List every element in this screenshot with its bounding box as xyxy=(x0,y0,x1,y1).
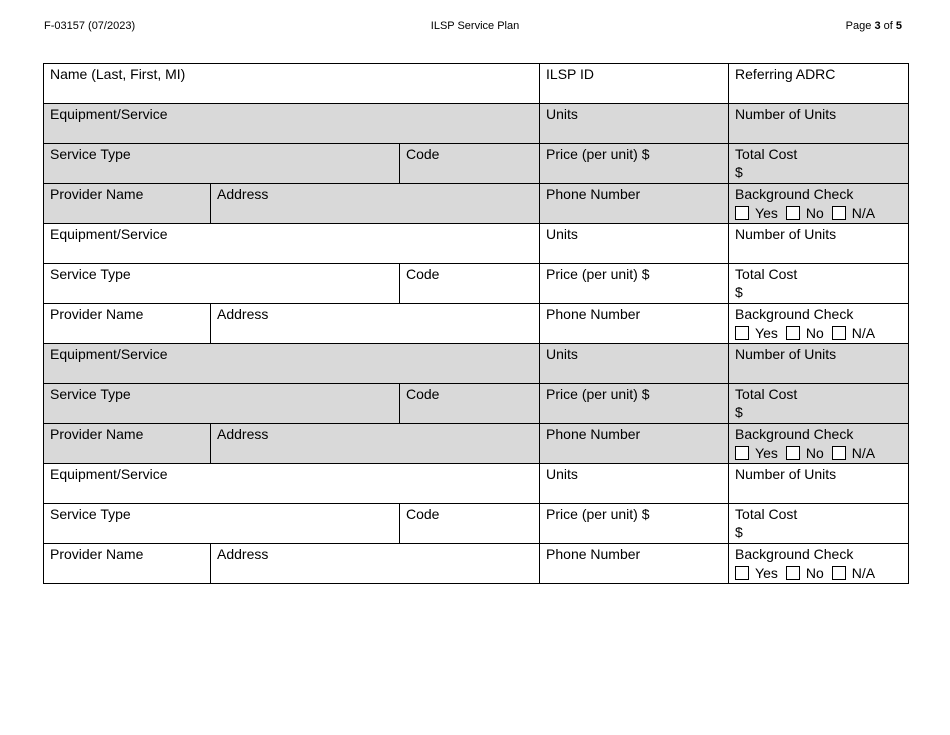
total-cost-label: Total Cost xyxy=(735,266,798,282)
total-cost-field[interactable] xyxy=(729,384,909,424)
service-type-row-1 xyxy=(44,144,909,184)
service-type-row-2 xyxy=(44,264,909,304)
units-label: Units xyxy=(546,226,578,242)
number-of-units-label: Number of Units xyxy=(735,466,837,482)
yes-checkbox[interactable] xyxy=(735,566,749,580)
price-per-unit-field[interactable] xyxy=(540,264,729,304)
number-of-units-field[interactable] xyxy=(729,344,909,384)
yes-label: Yes xyxy=(755,565,778,581)
na-checkbox[interactable] xyxy=(832,566,846,580)
background-check-yes xyxy=(735,204,778,222)
page-current: 3 xyxy=(874,20,881,32)
phone-number-field[interactable] xyxy=(540,424,729,464)
form-number: F-03157 (07/2023) xyxy=(44,20,136,32)
number-of-units-field[interactable] xyxy=(729,224,909,264)
phone-number-field[interactable] xyxy=(540,184,729,224)
service-type-field[interactable] xyxy=(44,264,400,304)
background-check-na xyxy=(832,324,875,342)
background-check-no xyxy=(786,204,824,222)
na-label: N/A xyxy=(851,445,876,461)
na-label: N/A xyxy=(851,205,876,221)
background-check-options xyxy=(735,204,903,222)
total-cost-dollar-sign: $ xyxy=(735,284,743,300)
equipment-row-2 xyxy=(44,224,909,264)
ilsp-id-label: ILSP ID xyxy=(546,66,595,82)
equipment-row-1 xyxy=(44,104,909,144)
background-check-no xyxy=(786,324,824,342)
code-label: Code xyxy=(406,506,440,522)
page-prefix: Page xyxy=(845,20,872,32)
provider-name-label: Provider Name xyxy=(50,426,144,442)
service-type-field[interactable] xyxy=(44,144,400,184)
equipment-service-field[interactable] xyxy=(44,224,540,264)
number-of-units-field[interactable] xyxy=(729,464,909,504)
na-checkbox[interactable] xyxy=(832,326,846,340)
no-label: No xyxy=(805,445,824,461)
no-label: No xyxy=(805,205,824,221)
provider-name-field[interactable] xyxy=(44,544,211,584)
address-label: Address xyxy=(217,426,269,442)
yes-checkbox[interactable] xyxy=(735,206,749,220)
units-field[interactable] xyxy=(540,224,729,264)
address-label: Address xyxy=(217,186,269,202)
service-type-label: Service Type xyxy=(50,506,131,522)
na-label: N/A xyxy=(851,325,876,341)
equipment-service-label: Equipment/Service xyxy=(50,346,168,362)
na-checkbox[interactable] xyxy=(832,206,846,220)
number-of-units-label: Number of Units xyxy=(735,226,837,242)
provider-name-field[interactable] xyxy=(44,424,211,464)
equipment-service-field[interactable] xyxy=(44,464,540,504)
number-of-units-label: Number of Units xyxy=(735,346,837,362)
equipment-service-field[interactable] xyxy=(44,104,540,144)
background-check-options xyxy=(735,324,903,342)
price-per-unit-label: Price (per unit) $ xyxy=(546,386,650,402)
address-label: Address xyxy=(217,306,269,322)
applicant-row xyxy=(44,64,909,104)
document-title: ILSP Service Plan xyxy=(430,20,520,32)
phone-number-field[interactable] xyxy=(540,544,729,584)
no-label: No xyxy=(805,325,824,341)
service-type-row-3 xyxy=(44,384,909,424)
background-check-no xyxy=(786,444,824,462)
price-per-unit-label: Price (per unit) $ xyxy=(546,266,650,282)
service-type-field[interactable] xyxy=(44,384,400,424)
service-plan-form xyxy=(43,63,908,584)
provider-name-field[interactable] xyxy=(44,304,211,344)
background-check-na xyxy=(832,564,875,582)
service-type-label: Service Type xyxy=(50,386,131,402)
referring-adrc-label: Referring ADRC xyxy=(735,66,836,82)
code-field[interactable] xyxy=(400,384,540,424)
service-type-label: Service Type xyxy=(50,266,131,282)
total-cost-dollar-sign: $ xyxy=(735,404,743,420)
referring-adrc-field[interactable] xyxy=(729,64,909,104)
units-field[interactable] xyxy=(540,464,729,504)
total-cost-field[interactable] xyxy=(729,144,909,184)
equipment-service-field[interactable] xyxy=(44,344,540,384)
background-check-label: Background Check xyxy=(735,306,854,322)
number-of-units-field[interactable] xyxy=(729,104,909,144)
phone-number-label: Phone Number xyxy=(546,186,641,202)
background-check-yes xyxy=(735,324,778,342)
price-per-unit-field[interactable] xyxy=(540,144,729,184)
no-checkbox[interactable] xyxy=(786,566,800,580)
address-field[interactable] xyxy=(211,304,540,344)
background-check-yes xyxy=(735,444,778,462)
price-per-unit-field[interactable] xyxy=(540,504,729,544)
address-field[interactable] xyxy=(211,424,540,464)
equipment-service-label: Equipment/Service xyxy=(50,226,168,242)
code-field[interactable] xyxy=(400,264,540,304)
yes-checkbox[interactable] xyxy=(735,326,749,340)
yes-label: Yes xyxy=(755,445,778,461)
service-type-label: Service Type xyxy=(50,146,131,162)
price-per-unit-field[interactable] xyxy=(540,384,729,424)
background-check-field xyxy=(729,544,909,584)
code-label: Code xyxy=(406,146,440,162)
address-label: Address xyxy=(217,546,269,562)
provider-name-label: Provider Name xyxy=(50,546,144,562)
no-checkbox[interactable] xyxy=(786,446,800,460)
no-checkbox[interactable] xyxy=(786,326,800,340)
background-check-field xyxy=(729,184,909,224)
background-check-label: Background Check xyxy=(735,426,854,442)
code-field[interactable] xyxy=(400,144,540,184)
background-check-field xyxy=(729,424,909,464)
phone-number-label: Phone Number xyxy=(546,546,641,562)
no-checkbox[interactable] xyxy=(786,206,800,220)
equipment-row-3 xyxy=(44,344,909,384)
price-per-unit-label: Price (per unit) $ xyxy=(546,146,650,162)
background-check-na xyxy=(832,444,875,462)
code-label: Code xyxy=(406,266,440,282)
code-field[interactable] xyxy=(400,504,540,544)
price-per-unit-label: Price (per unit) $ xyxy=(546,506,650,522)
ilsp-id-field[interactable] xyxy=(540,64,729,104)
total-cost-dollar-sign: $ xyxy=(735,164,743,180)
service-type-row-4 xyxy=(44,504,909,544)
background-check-options xyxy=(735,564,903,582)
equipment-row-4 xyxy=(44,464,909,504)
equipment-service-label: Equipment/Service xyxy=(50,466,168,482)
provider-name-label: Provider Name xyxy=(50,186,144,202)
page-total: 5 xyxy=(895,20,902,32)
units-field[interactable] xyxy=(540,344,729,384)
phone-number-field[interactable] xyxy=(540,304,729,344)
provider-row-4 xyxy=(44,544,909,584)
provider-name-label: Provider Name xyxy=(50,306,144,322)
number-of-units-label: Number of Units xyxy=(735,106,837,122)
background-check-label: Background Check xyxy=(735,546,854,562)
na-checkbox[interactable] xyxy=(832,446,846,460)
background-check-no xyxy=(786,564,824,582)
background-check-label: Background Check xyxy=(735,186,854,202)
na-label: N/A xyxy=(851,565,876,581)
background-check-field xyxy=(729,304,909,344)
provider-row-1 xyxy=(44,184,909,224)
units-label: Units xyxy=(546,346,578,362)
page-of: of xyxy=(883,20,893,32)
address-field[interactable] xyxy=(211,184,540,224)
total-cost-dollar-sign: $ xyxy=(735,524,743,540)
units-field[interactable] xyxy=(540,104,729,144)
units-label: Units xyxy=(546,106,578,122)
total-cost-label: Total Cost xyxy=(735,386,798,402)
yes-checkbox[interactable] xyxy=(735,446,749,460)
total-cost-label: Total Cost xyxy=(735,146,798,162)
provider-name-field[interactable] xyxy=(44,184,211,224)
units-label: Units xyxy=(546,466,578,482)
no-label: No xyxy=(805,565,824,581)
provider-row-3 xyxy=(44,424,909,464)
name-field[interactable] xyxy=(44,64,540,104)
equipment-service-label: Equipment/Service xyxy=(50,106,168,122)
address-field[interactable] xyxy=(211,544,540,584)
total-cost-field[interactable] xyxy=(729,504,909,544)
background-check-yes xyxy=(735,564,778,582)
yes-label: Yes xyxy=(755,205,778,221)
service-plan-table xyxy=(43,63,909,584)
provider-row-2 xyxy=(44,304,909,344)
phone-number-label: Phone Number xyxy=(546,426,641,442)
page-indicator xyxy=(846,20,902,32)
code-label: Code xyxy=(406,386,440,402)
total-cost-label: Total Cost xyxy=(735,506,798,522)
background-check-options xyxy=(735,444,903,462)
background-check-na xyxy=(832,204,875,222)
phone-number-label: Phone Number xyxy=(546,306,641,322)
service-type-field[interactable] xyxy=(44,504,400,544)
total-cost-field[interactable] xyxy=(729,264,909,304)
name-label: Name (Last, First, MI) xyxy=(50,66,186,82)
yes-label: Yes xyxy=(755,325,778,341)
